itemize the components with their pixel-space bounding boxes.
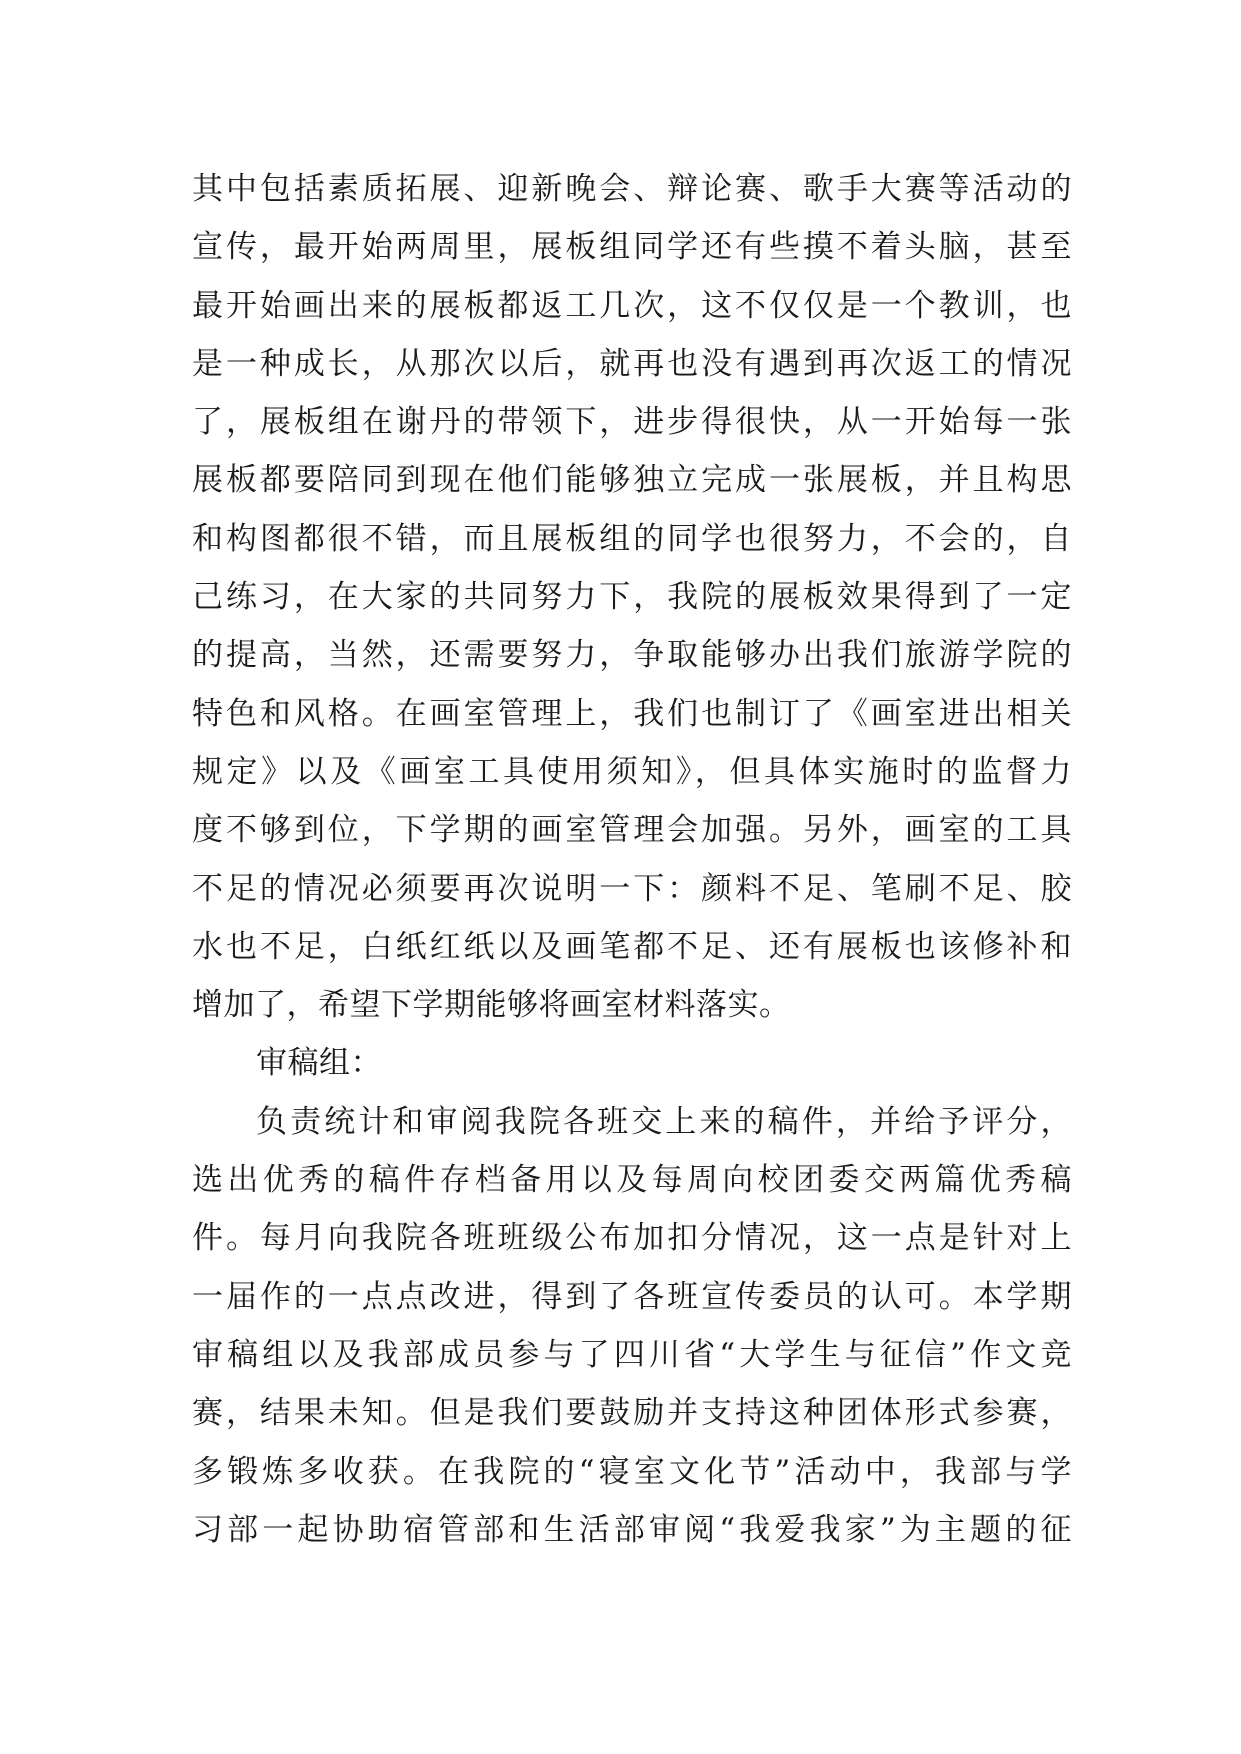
text-line: 其中包括素质拓展、迎新晚会、辩论赛、歌手大赛等活动的 xyxy=(192,171,1072,207)
text-line: 习部一起协助宿管部和生活部审阅“我爱我家”为主题的征 xyxy=(192,1511,1072,1548)
text-line: 宣传，最开始两周里，展板组同学还有些摸不着头脑，甚至 xyxy=(192,229,1072,266)
paragraph-end-line: 增加了，希望下学期能够将画室材料落实。 xyxy=(192,987,791,1024)
text-line: 了，展板组在谢丹的带领下，进步得很快，从一开始每一张 xyxy=(192,404,1072,441)
paragraph-first-line: 负责统计和审阅我院各班交上来的稿件，并给予评分， xyxy=(256,1103,1072,1140)
text-line: 不足的情况必须要再次说明一下：颜料不足、笔刷不足、胶 xyxy=(192,870,1072,907)
text-line: 水也不足，白纸红纸以及画笔都不足、还有展板也该修补和 xyxy=(192,928,1072,965)
section-heading: 审稿组： xyxy=(256,1045,382,1082)
document-body xyxy=(192,160,1072,1559)
text-line: 件。每月向我院各班班级公布加扣分情况，这一点是针对上 xyxy=(192,1220,1072,1257)
text-line: 度不够到位，下学期的画室管理会加强。另外，画室的工具 xyxy=(192,812,1072,849)
text-line: 规定》以及《画室工具使用须知》，但具体实施时的监督力 xyxy=(192,753,1072,790)
text-line: 选出优秀的稿件存档备用以及每周向校团委交两篇优秀稿 xyxy=(192,1162,1072,1199)
text-line: 审稿组以及我部成员参与了四川省“大学生与征信”作文竞 xyxy=(192,1336,1072,1373)
text-line: 展板都要陪同到现在他们能够独立完成一张展板，并且构思 xyxy=(192,462,1072,499)
text-line: 多锻炼多收获。在我院的“寝室文化节”活动中，我部与学 xyxy=(192,1453,1072,1490)
text-line: 的提高，当然，还需要努力，争取能够办出我们旅游学院的 xyxy=(192,637,1072,674)
text-line: 特色和风格。在画室管理上，我们也制订了《画室进出相关 xyxy=(192,695,1072,732)
text-line: 和构图都很不错，而且展板组的同学也很努力，不会的，自 xyxy=(192,520,1072,557)
text-line: 是一种成长，从那次以后，就再也没有遇到再次返工的情况 xyxy=(192,345,1072,382)
text-line: 最开始画出来的展板都返工几次，这不仅仅是一个教训，也 xyxy=(192,287,1072,324)
text-line: 赛，结果未知。但是我们要鼓励并支持这种团体形式参赛， xyxy=(192,1395,1072,1432)
text-line: 己练习，在大家的共同努力下，我院的展板效果得到了一定 xyxy=(192,579,1072,616)
text-line: 一届作的一点点改进，得到了各班宣传委员的认可。本学期 xyxy=(192,1278,1072,1315)
